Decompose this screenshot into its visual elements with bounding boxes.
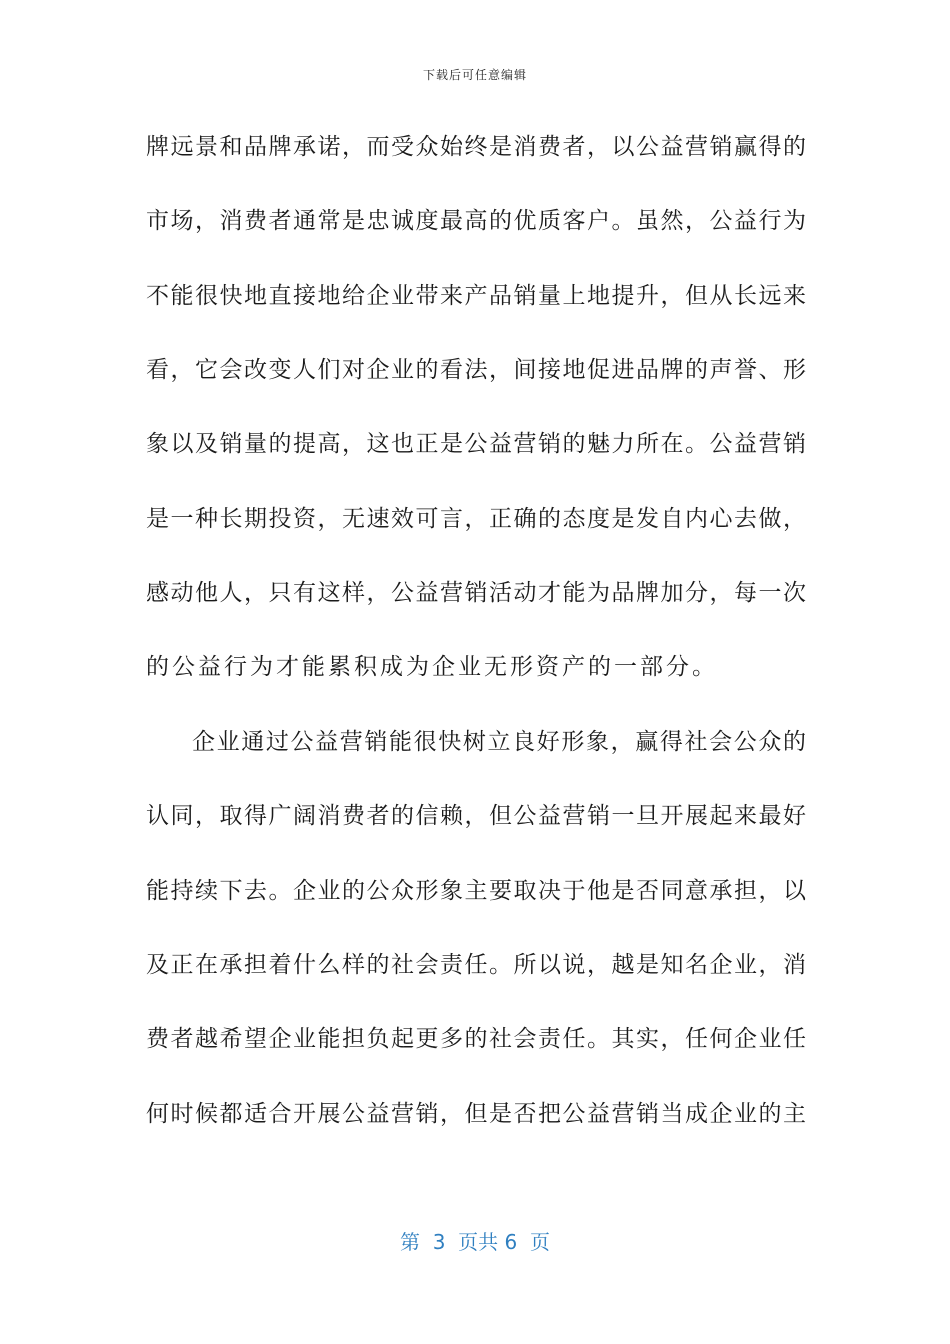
body-text-line: 是一种长期投资，无速效可言，正确的态度是发自内心去做， [146,506,806,532]
body-text-line: 企业通过公益营销能很快树立良好形象，赢得社会公众的 [192,729,806,755]
body-text-line: 能持续下去。企业的公众形象主要取决于他是否同意承担，以 [146,878,806,904]
body-text-line: 市场，消费者通常是忠诚度最高的优质客户。虽然，公益行为 [146,208,806,234]
body-text-line: 感动他人，只有这样，公益营销活动才能为品牌加分，每一次 [146,580,806,606]
body-text-line: 何时候都适合开展公益营销，但是否把公益营销当成企业的主 [146,1101,806,1127]
page-header: 下载后可任意编辑 [422,68,527,82]
page-number-text: 第 3 页共 6 页 [400,1230,550,1254]
body-text-line: 的公益行为才能累积成为企业无形资产的一部分。 [146,654,718,680]
page-number-footer [0,1226,950,1255]
body-text-line: 认同，取得广阔消费者的信赖，但公益营销一旦开展起来最好 [146,803,806,829]
body-text-line: 象以及销量的提高，这也正是公益营销的魅力所在。公益营销 [146,431,806,457]
body-text-line: 看，它会改变人们对企业的看法，间接地促进品牌的声誉、形 [146,357,806,383]
body-text-line: 牌远景和品牌承诺，而受众始终是消费者，以公益营销赢得的 [146,134,806,160]
body-text-line: 不能很快地直接地给企业带来产品销量上地提升，但从长远来 [146,283,806,309]
body-text-line: 及正在承担着什么样的社会责任。所以说，越是知名企业，消 [146,952,806,978]
body-text-line: 费者越希望企业能担负起更多的社会责任。其实，任何企业任 [146,1026,806,1052]
